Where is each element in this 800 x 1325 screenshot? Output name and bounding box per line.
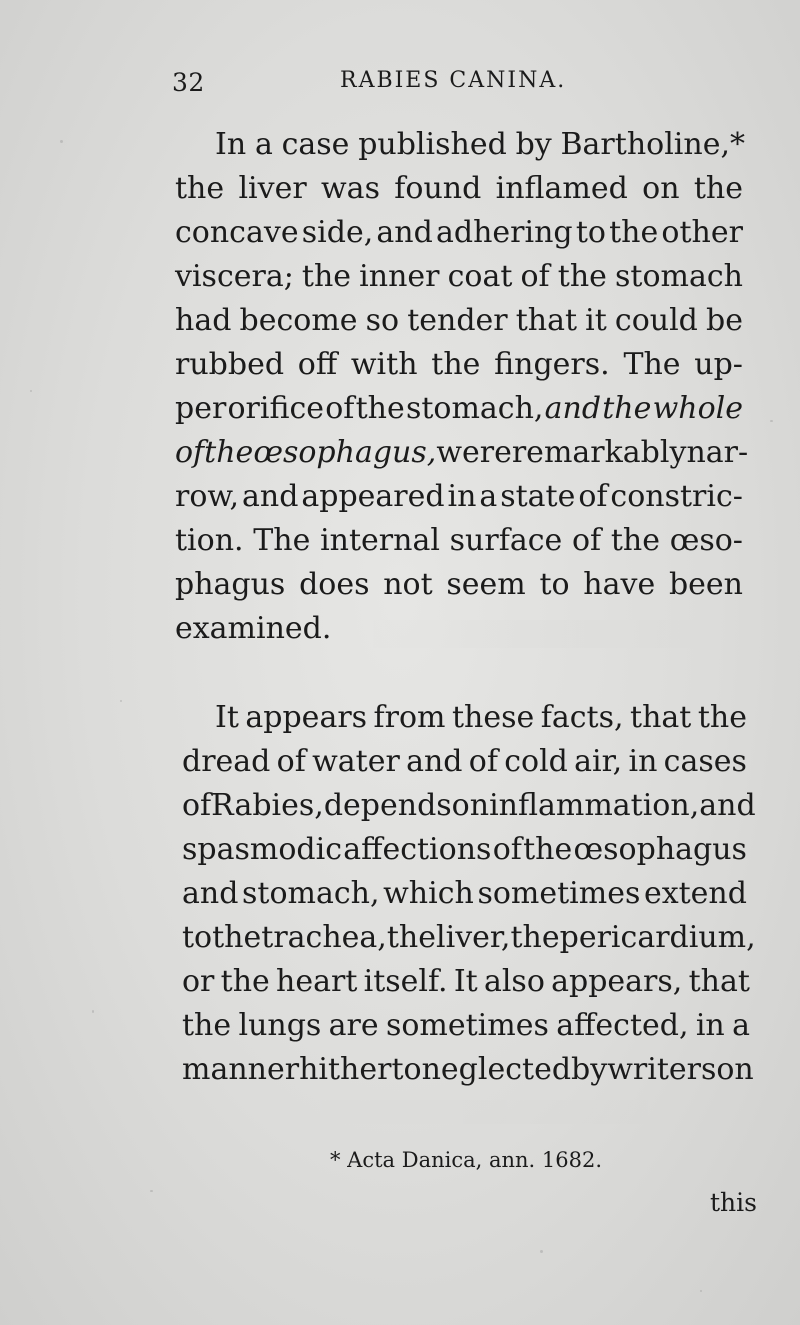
text-line: manner hitherto neglected by writers on [182, 1052, 754, 1087]
text-line: tion. The internal surface of the œso- [175, 523, 743, 558]
text-line: the lungs are sometimes affected, in a [182, 1008, 750, 1043]
text-line: row, and appeared in a state of constric- [175, 479, 743, 514]
text-line: to the trachea, the liver, the pericardium, [182, 920, 756, 955]
text-line: of Rabies, depends on inflammation, and [182, 788, 756, 823]
text-line: phagus does not seem to have been [175, 567, 743, 602]
paper-speck [540, 1250, 543, 1253]
text-line: viscera; the inner coat of the stomach [175, 259, 743, 294]
paper-speck [92, 1010, 94, 1013]
text-line: and stomach, which sometimes extend [182, 876, 747, 911]
catchword: this [710, 1188, 757, 1217]
text-line: or the heart itself. It also appears, that [182, 964, 750, 999]
text-line: concave side, and adhering to the other [175, 215, 743, 250]
text-line: spasmodic affections of the œsophagus [182, 832, 747, 867]
paper-speck [120, 700, 122, 702]
text-line: of the œsophagus, were remarkably nar- [175, 435, 749, 470]
page-number: 32 [172, 68, 205, 97]
text-line: dread of water and of cold air, in cases [182, 744, 747, 779]
running-header [0, 62, 800, 102]
paper-speck [30, 390, 32, 392]
text-line: It appears from these facts, that the [215, 700, 747, 735]
text-line: the liver was found inflamed on the [175, 171, 743, 206]
text-line: examined. [175, 611, 332, 646]
text-line: In a case published by Bartholine,* [215, 127, 745, 162]
show-through [250, 1100, 720, 1124]
text-line: per orifice of the stomach, and the whole [175, 391, 743, 426]
running-title: RABIES CANINA. [340, 68, 567, 93]
footnote: * Acta Danica, ann. 1682. [330, 1148, 603, 1172]
text-line: had become so tender that it could be [175, 303, 743, 338]
paper-speck [150, 1190, 153, 1192]
paper-speck [700, 1290, 702, 1292]
paper-speck [60, 140, 63, 143]
paper-speck [770, 420, 773, 422]
text-line: rubbed off with the fingers. The up- [175, 347, 743, 382]
